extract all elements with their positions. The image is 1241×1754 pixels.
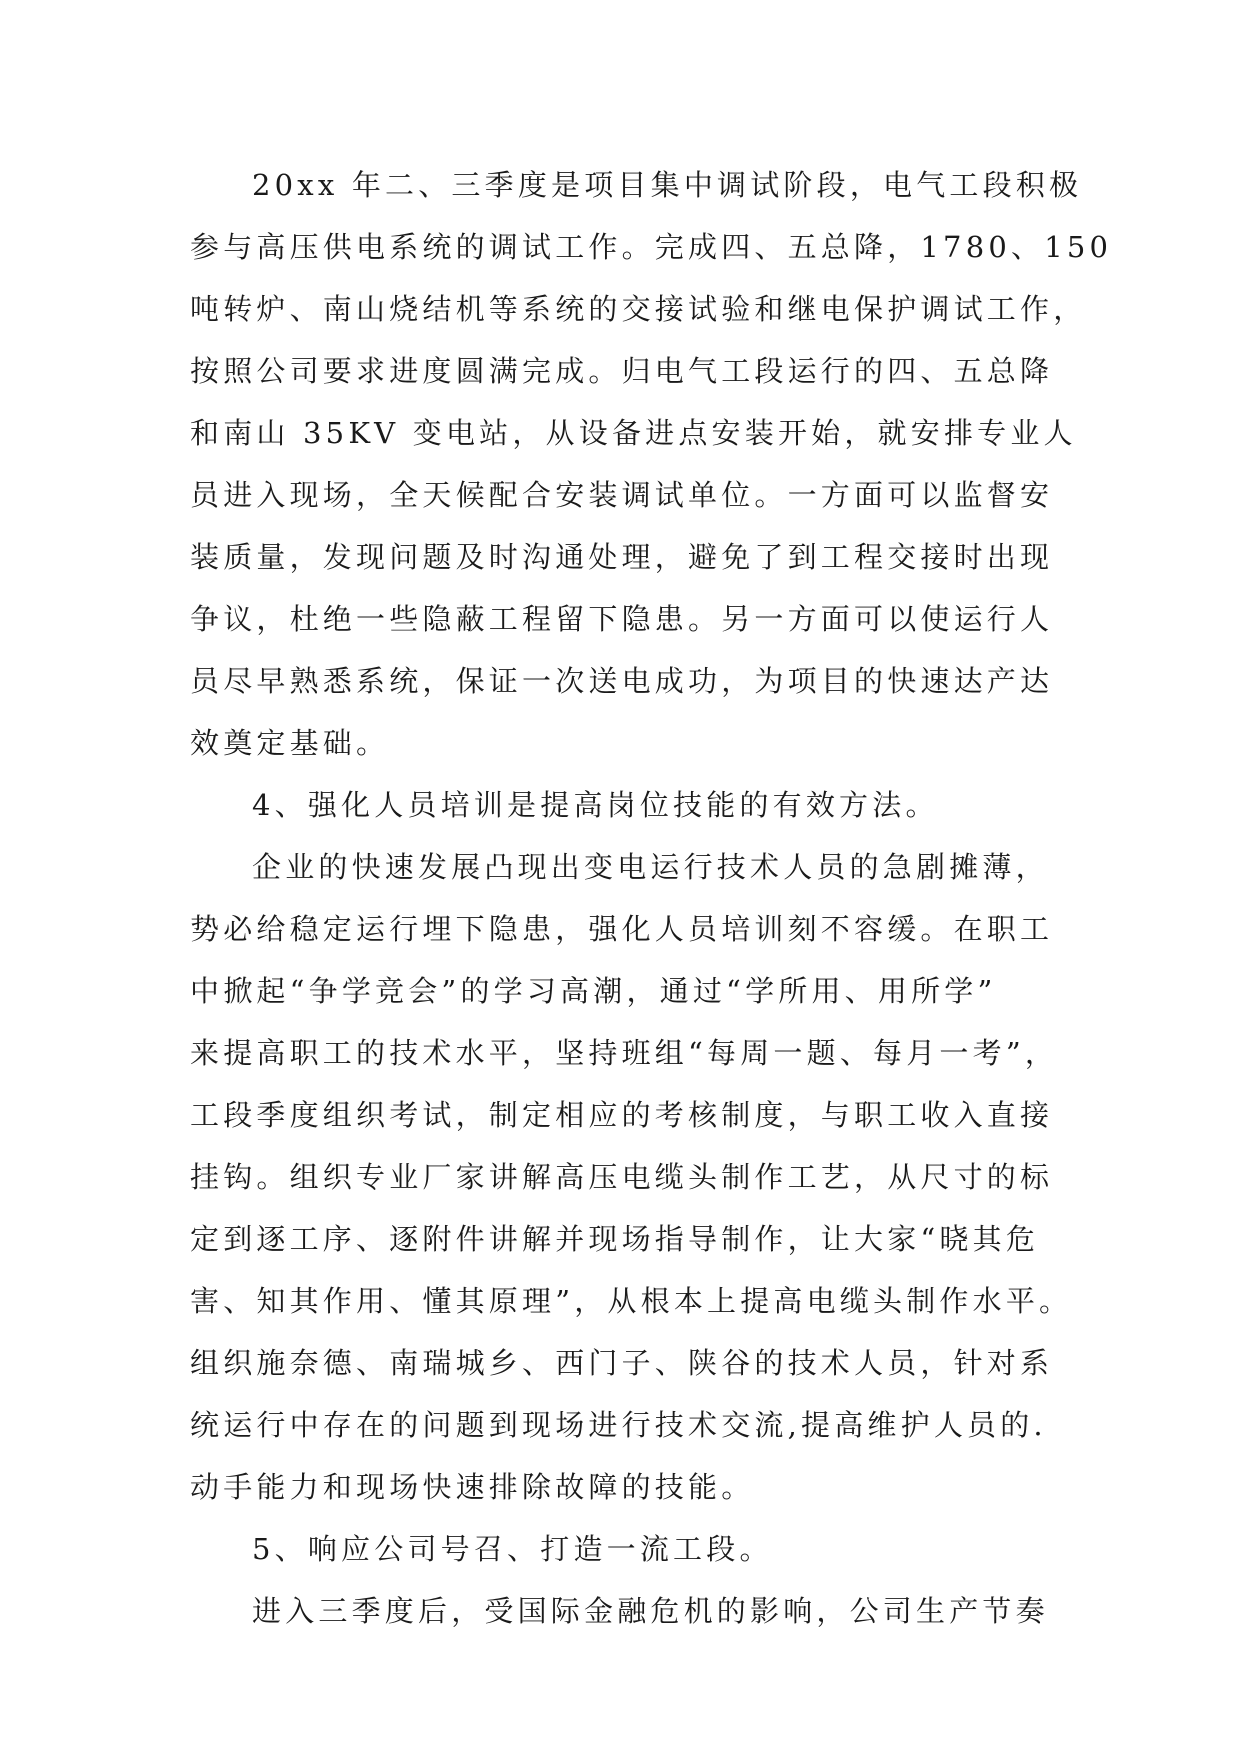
- section-heading: 5、响应公司号召、打造一流工段。: [252, 1532, 773, 1566]
- paragraph-line: 员尽早熟悉系统，保证一次送电成功，为项目的快速达产达: [190, 664, 1054, 698]
- paragraph-line: 动手能力和现场快速排除故障的技能。: [190, 1470, 755, 1504]
- paragraph-line: 按照公司要求进度圆满完成。归电气工段运行的四、五总降: [190, 354, 1054, 388]
- section-heading: 4、强化人员培训是提高岗位技能的有效方法。: [252, 788, 939, 822]
- paragraph-line: 进入三季度后，受国际金融危机的影响，公司生产节奏: [252, 1594, 1049, 1628]
- paragraph-line: 来提高职工的技术水平，坚持班组“每周一题、每月一考”，: [190, 1036, 1059, 1070]
- paragraph-line: 企业的快速发展凸现出变电运行技术人员的急剧摊薄，: [252, 850, 1049, 884]
- paragraph-line: 中掀起“争学竞会”的学习高潮，通过“学所用、用所学”: [190, 974, 997, 1008]
- paragraph-line: 吨转炉、南山烧结机等系统的交接试验和继电保护调试工作，: [190, 292, 1087, 326]
- paragraph-line: 参与高压供电系统的调试工作。完成四、五总降，1780、150: [190, 230, 1113, 264]
- paragraph-line: 统运行中存在的问题到现场进行技术交流,提高维护人员的.: [190, 1408, 1047, 1442]
- paragraph-line: 20xx 年二、三季度是项目集中调试阶段，电气工段积极: [252, 168, 1083, 202]
- paragraph-line: 和南山 35KV 变电站，从设备进点安装开始，就安排专业人: [190, 416, 1077, 450]
- paragraph-line: 挂钩。组织专业厂家讲解高压电缆头制作工艺，从尺寸的标: [190, 1160, 1054, 1194]
- paragraph-line: 工段季度组织考试，制定相应的考核制度，与职工收入直接: [190, 1098, 1054, 1132]
- paragraph-line: 定到逐工序、逐附件讲解并现场指导制作，让大家“晓其危: [190, 1222, 1040, 1256]
- paragraph-line: 装质量，发现问题及时沟通处理，避免了到工程交接时出现: [190, 540, 1054, 574]
- paragraph-line: 组织施奈德、南瑞城乡、西门子、陕谷的技术人员，针对系: [190, 1346, 1054, 1380]
- paragraph-line: 势必给稳定运行埋下隐患，强化人员培训刻不容缓。在职工: [190, 912, 1054, 946]
- paragraph-line: 害、知其作用、懂其原理”，从根本上提高电缆头制作水平。: [190, 1284, 1073, 1318]
- paragraph-line: 员进入现场，全天候配合安装调试单位。一方面可以监督安: [190, 478, 1054, 512]
- paragraph-line: 效奠定基础。: [190, 726, 390, 760]
- paragraph-line: 争议，杜绝一些隐蔽工程留下隐患。另一方面可以使运行人: [190, 602, 1054, 636]
